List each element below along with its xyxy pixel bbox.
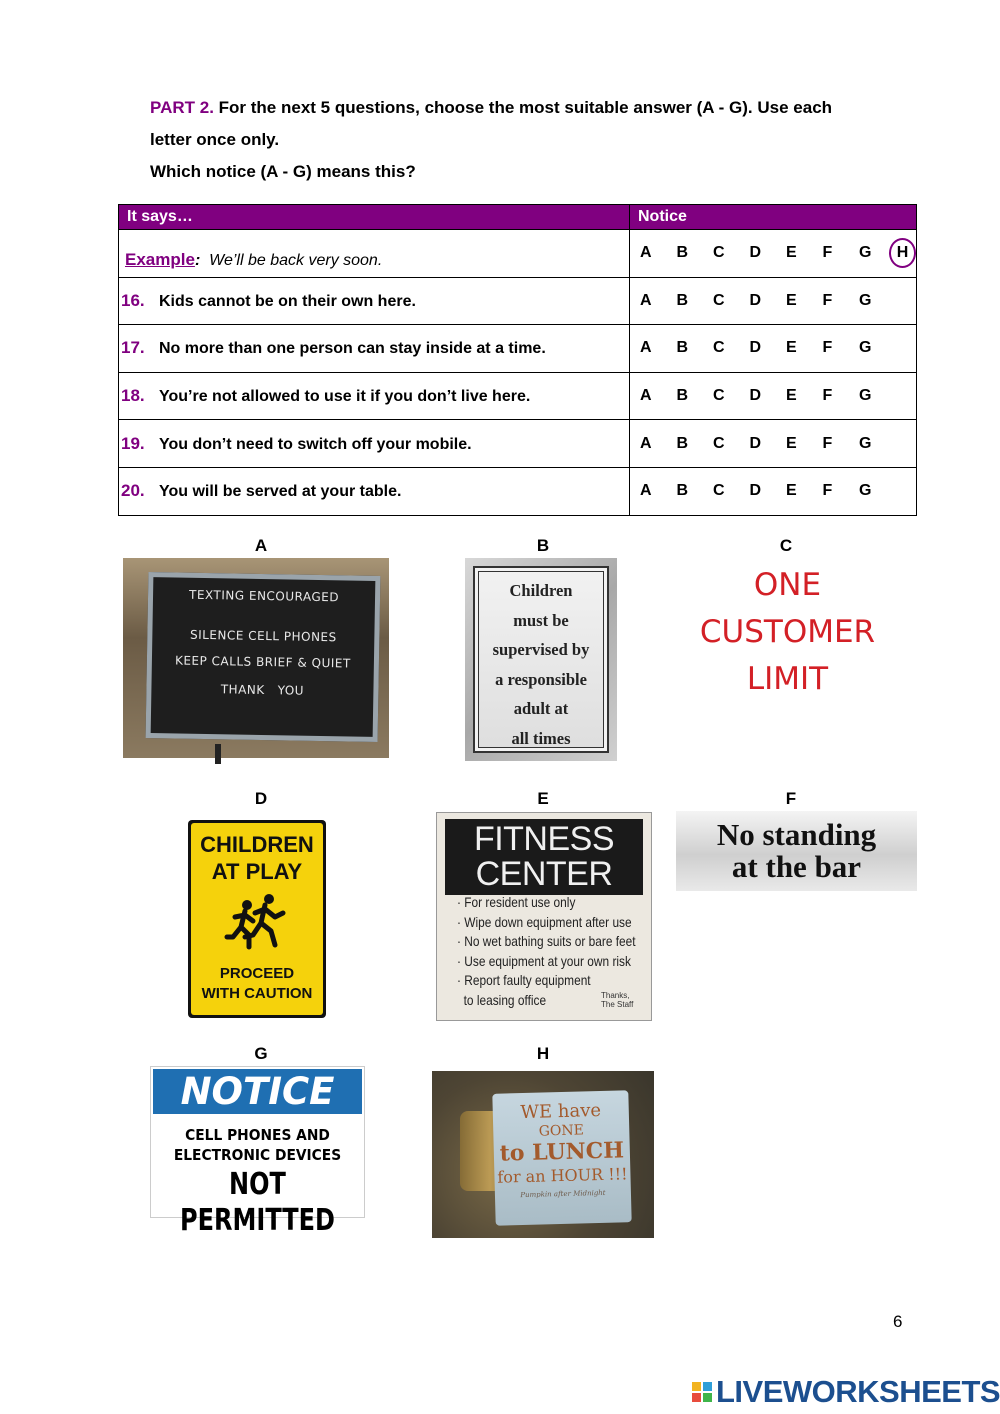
notice-e-rule: · Use equipment at your own risk (457, 952, 631, 969)
example-row (119, 230, 917, 278)
notice-b-line: adult at (513, 699, 569, 718)
option-d[interactable]: D (749, 482, 762, 500)
instructions (150, 92, 920, 188)
option-g[interactable]: G (859, 339, 872, 357)
question-text: Kids cannot be on their own here. (159, 292, 416, 310)
option-d[interactable]: D (749, 291, 762, 309)
question-prompt: Which notice (A - G) means this? (150, 162, 416, 181)
header-notice: Notice (630, 205, 917, 230)
question-cell (119, 420, 630, 468)
notice-g-middle-line: ELECTRONIC DEVICES (173, 1146, 342, 1164)
option-g[interactable]: G (859, 291, 872, 309)
notice-label-g: G (254, 1044, 268, 1063)
notice-a-line: THANK YOU (220, 682, 305, 698)
sign-pole (215, 744, 221, 764)
question-number: 18. (121, 386, 145, 406)
option-g[interactable]: G (859, 434, 872, 452)
option-c[interactable]: C (713, 434, 725, 452)
question-cell (119, 372, 630, 420)
notice-e-title-line: FITNESS (473, 820, 615, 858)
notice-a-line: SILENCE CELL PHONES (189, 627, 337, 645)
notice-label-b: B (536, 536, 550, 555)
example-answer-cell (630, 230, 917, 278)
option-f[interactable]: F (822, 434, 833, 452)
table-header-row (119, 205, 917, 230)
notice-b-line: a responsible (495, 669, 587, 689)
instruction-line-2: letter once only. (150, 130, 280, 149)
option-e[interactable]: E (786, 291, 797, 309)
notice-d-bottom-line: PROCEED (219, 965, 295, 982)
notice-d-title-line: AT PLAY (211, 859, 303, 884)
question-row-18 (119, 372, 917, 420)
option-c[interactable]: C (713, 387, 725, 405)
hanging-plaque (492, 1090, 631, 1226)
question-cell (119, 277, 630, 325)
option-g[interactable]: G (859, 482, 872, 500)
notice-e-rule: to leasing office (457, 991, 547, 1008)
children-running-icon (223, 893, 291, 951)
example-text: We’ll be back very soon. (209, 252, 383, 270)
question-text: No more than one person can stay inside at a time. (159, 340, 546, 358)
option-d[interactable]: D (749, 434, 762, 452)
notice-g-title: NOTICE (153, 1069, 362, 1114)
notice-label-h: H (536, 1044, 550, 1063)
question-cell (119, 325, 630, 373)
notice-a-image (123, 558, 389, 758)
option-e[interactable]: E (786, 482, 797, 500)
notice-h-line: GONE (538, 1122, 585, 1140)
notice-c-line: CUSTOMER (699, 614, 876, 650)
notice-label-d: D (254, 789, 268, 808)
notice-a-line: KEEP CALLS BRIEF & QUIET (174, 653, 351, 671)
notice-h-line: WE have (520, 1099, 602, 1124)
notice-c-line: ONE (753, 567, 822, 603)
letter-board (146, 572, 381, 742)
option-b[interactable]: B (676, 387, 689, 405)
question-number: 20. (121, 481, 145, 501)
notice-e-thanks (601, 991, 633, 1009)
notice-f-line: at the bar (731, 849, 862, 884)
notice-h-line: for an HOUR !!! (497, 1164, 628, 1187)
notice-d-bottom (191, 964, 323, 1004)
question-number: 17. (121, 338, 145, 358)
option-a[interactable]: A (640, 434, 652, 452)
example-label: Example (125, 250, 195, 270)
example-cell (119, 230, 630, 278)
answer-options (630, 277, 917, 325)
notice-b-line: Children (509, 581, 573, 600)
notice-d-image (188, 820, 326, 1018)
letter-a: A (640, 244, 652, 261)
option-a[interactable]: A (640, 482, 652, 500)
notice-c-image (695, 562, 880, 702)
option-b[interactable]: B (676, 434, 689, 452)
question-cell (119, 467, 630, 515)
page-number: 6 (893, 1312, 903, 1331)
notice-e-thanks-line: Thanks, (601, 991, 630, 1000)
letter-d: D (749, 244, 762, 261)
notice-b-line: supervised by (492, 640, 590, 659)
notice-d-bottom-line: WITH CAUTION (201, 985, 313, 1002)
notice-f-text (676, 811, 917, 883)
notice-label-c: C (779, 536, 793, 555)
option-g[interactable]: G (859, 387, 872, 405)
option-e[interactable]: E (786, 339, 797, 357)
option-f[interactable]: F (822, 339, 833, 357)
option-c[interactable]: C (713, 482, 725, 500)
notice-f-line: No standing (716, 817, 877, 852)
letter-e: E (786, 244, 797, 261)
answer-options (630, 467, 917, 515)
question-text: You don’t need to switch off your mobile. (159, 435, 472, 453)
notice-d-title (191, 831, 323, 885)
letter-b: B (676, 244, 689, 261)
notice-f-image (676, 811, 917, 891)
question-row-20 (119, 467, 917, 515)
option-c[interactable]: C (713, 291, 725, 309)
notice-g-bottom: NOT PERMITTED (180, 1167, 335, 1238)
notice-h-line: to LUNCH (499, 1137, 625, 1167)
liveworksheets-logo (692, 1374, 1000, 1410)
question-row-17 (119, 325, 917, 373)
notice-d-title-line: CHILDREN (200, 832, 314, 857)
notice-label-e: E (537, 789, 549, 808)
option-f[interactable]: F (822, 291, 833, 309)
example-colon: : (194, 252, 201, 270)
answer-options (630, 420, 917, 468)
question-row-16 (119, 277, 917, 325)
question-table (118, 204, 917, 516)
answer-options (630, 325, 917, 373)
option-b[interactable]: B (676, 339, 689, 357)
letter-f: F (822, 244, 833, 261)
notice-e-rule: · Wipe down equipment after use (457, 913, 632, 930)
question-row-19 (119, 420, 917, 468)
option-a[interactable]: A (640, 339, 652, 357)
yellow-warning-sign (191, 823, 323, 1015)
example-letters (630, 238, 916, 268)
letter-g: G (859, 244, 872, 261)
option-b[interactable]: B (676, 291, 689, 309)
option-b[interactable]: B (676, 482, 689, 500)
question-number: 16. (121, 290, 145, 310)
notice-b-line: all times (511, 728, 571, 748)
option-a[interactable]: A (640, 387, 652, 405)
option-d[interactable]: D (749, 387, 762, 405)
option-d[interactable]: D (749, 339, 762, 357)
instruction-line-1: For the next 5 questions, choose the most suitable answer (A - G). Use each (213, 98, 833, 117)
header-it-says: It says… (119, 205, 630, 230)
notice-label-f: F (785, 789, 797, 808)
notice-e-image (436, 812, 652, 1021)
notice-c-line: LIMIT (746, 661, 829, 697)
notice-e-thanks-line: The Staff (601, 1000, 634, 1009)
notice-label-a: A (254, 536, 268, 555)
notice-e-rule: · No wet bathing suits or bare feet (457, 933, 636, 949)
notice-h-line: Pumpkin after Midnight (520, 1188, 606, 1200)
brand-name: LIVEWORKSHEETS (716, 1374, 1000, 1409)
question-number: 19. (121, 433, 145, 453)
notice-g-image (150, 1066, 365, 1238)
logo-squares-icon (692, 1382, 712, 1402)
part-label: PART 2. (150, 98, 214, 117)
example-answer-circled: H (889, 238, 916, 268)
metal-plaque (473, 566, 609, 753)
option-c[interactable]: C (713, 339, 725, 357)
notice-e-rule: · Report faulty equipment (457, 972, 591, 988)
notice-e-title-line: CENTER (475, 855, 613, 893)
notice-e-rules (457, 893, 667, 1010)
notice-e-title (445, 819, 643, 895)
answer-options (630, 372, 917, 420)
option-f[interactable]: F (822, 482, 833, 500)
option-a[interactable]: A (640, 291, 652, 309)
notice-g-middle-line: CELL PHONES AND (185, 1126, 330, 1144)
option-f[interactable]: F (822, 387, 833, 405)
question-text: You’re not allowed to use it if you don’t live here. (159, 388, 531, 406)
notice-b-line: must be (513, 610, 569, 630)
option-e[interactable]: E (786, 434, 797, 452)
option-e[interactable]: E (786, 387, 797, 405)
notice-h-image (432, 1071, 654, 1238)
notice-b-image (465, 558, 617, 761)
instruction-text (150, 92, 920, 124)
question-text: You will be served at your table. (159, 483, 402, 501)
notice-a-line: TEXTING ENCOURAGED (188, 587, 340, 605)
letter-c: C (713, 244, 725, 261)
notice-g-middle (160, 1125, 356, 1165)
notice-e-rule: · For resident use only (457, 894, 576, 910)
